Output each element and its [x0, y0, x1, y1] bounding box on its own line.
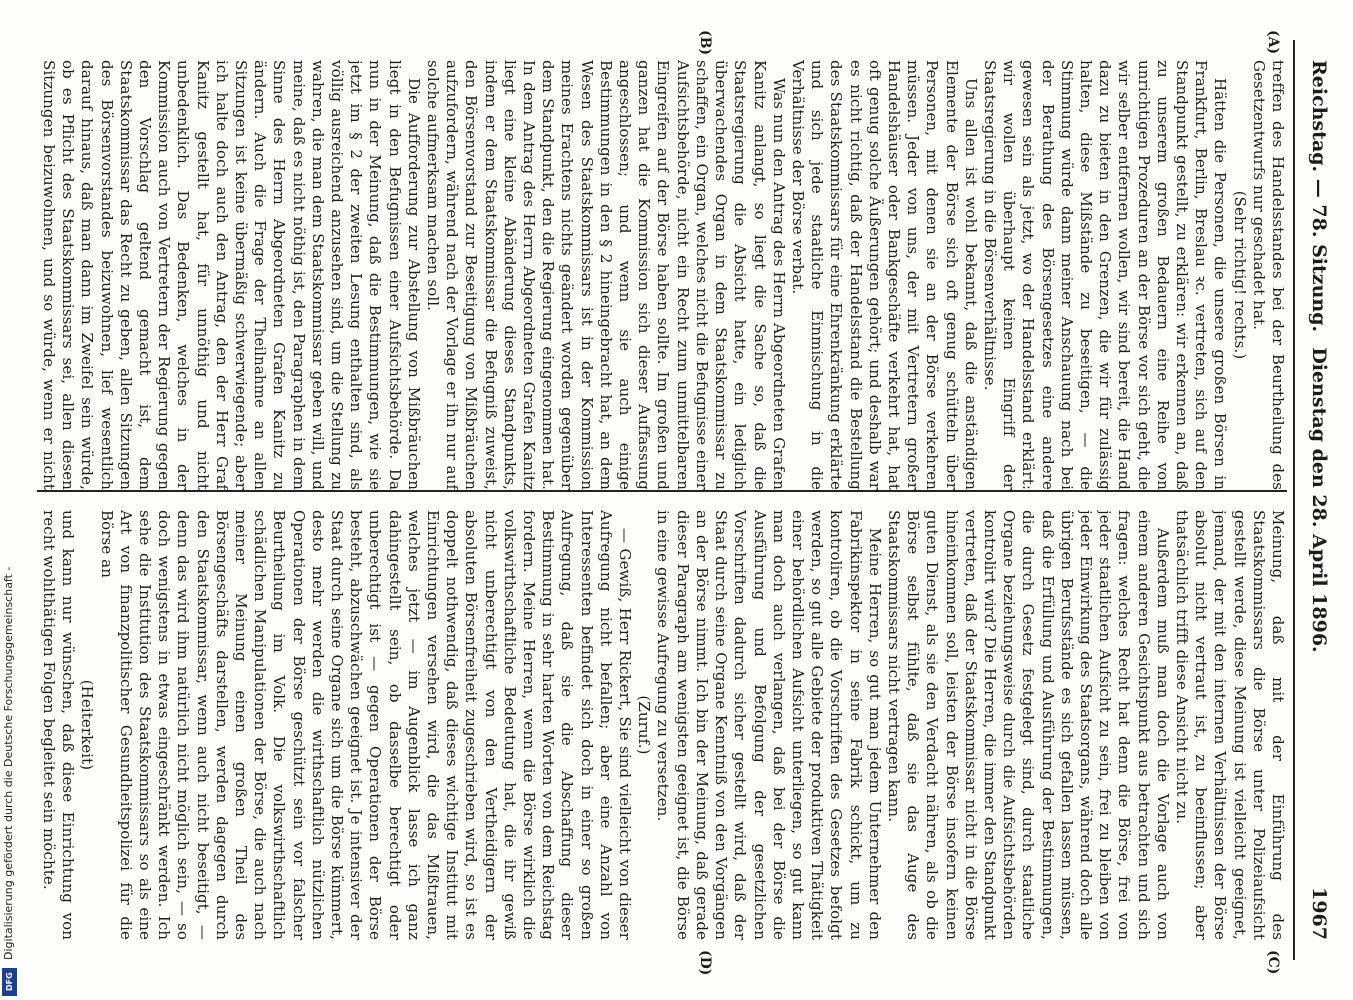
- page-header: [1298, 60, 1338, 940]
- header-date: Dienstag den 28. April 1896.: [1308, 347, 1330, 653]
- paragraph: treffen des Handelsstandes bei der Beurtheilung des Gesetzentwurfs nur geschadet hat.: [1249, 60, 1287, 490]
- rotated-newspaper-page: [20, 0, 1353, 1000]
- interjection: (Zuruf.): [635, 695, 654, 755]
- paragraph: Hätten die Personen, die unsere großen Börsen in Frankfurt, Berlin, Breslau ꝛc. vertreten, sich auf den Standpunkt gestellt, zu erklären: wir erkennen an, daß zu unserem großen Bedauern eine Reihe von unrichtigen Prozeduren an der Börse vor sich geht, die wir selber entfernen wollen, wir sind bereit, die Hand dazu zu bieten in den Grenzen, die wir für zulässig halten, diese Mißstände zu beseitigen, — die Stimmung würde dann meiner Anschauung nach bei der Berathung des Börsengesetzes eine andere gewesen sein als jetzt, wo der Handelsstand erklärt: wir wollen überhaupt keinen Eingriff der Staatsregierung in die Börsenverhältnisse.: [980, 60, 1230, 490]
- header-session: Reichstag. — 78. Sitzung.: [1308, 60, 1330, 333]
- interjection: (Heiterkeit): [78, 679, 97, 771]
- paragraph: Was nun den Antrag des Herrn Abgeordneten Grafen Kanitz anlangt, so liegt die Sache so, daß die Staatsregierung die Absicht hatte, ein lediglich überwachendes Organ in dem Staatskommissar zu schaffen, ein Organ, welches nicht die Befugnisse einer Aufsichtsbehörde, nicht ein Recht zum unmittelbaren Eingreifen auf der Börse haben sollte. Im großen und ganzen hat die Kommission sich dieser Auffassung angeschlossen; und wenn sie auch einige Bestimmungen in den § 2 hineingebracht hat, an dem Wesen des Staatskommissars ist in der Kommission meines Erachtens nichts geändert worden gegenüber dem Standpunkt, den die Regierung eingenommen hat. In dem Antrag des Herrn Abgeordneten Grafen Kanitz liegt eine kleine Abänderung dieses Standpunkts, indem er dem Staatskommissar die Befugniß zuweist, den Börsenvorstand zur Beseitigung von Mißbräuchen aufzufordern, während nach der Vorlage er ihn nur auf solche aufmerksam machen soll.: [424, 60, 788, 490]
- page-number: 1967: [1308, 887, 1330, 940]
- funding-notice: Digitalisierung gefördert durch die Deutsche Forschungsgemeinschaft -: [2, 566, 15, 960]
- paragraph: Meine Herren, so gut man jedem Unternehmer den Fabrikinspektor in seine Fabrik schickt, um zu kontroliren, ob die Vorschriften des Gesetzes befolgt werden, so gut alle Gebiete der produktiven Thätigkeit einer behördlichen Aufsicht unterliegen, so gut kann man doch auch verlangen, daß bei der Börse die Ausführung und Befolgung der gesetzlichen Vorschriften dadurch sicher gestellt wird, daß der Staat durch seine Organe Kenntniß von den Vorgängen an der Börse nimmt. Ich bin der Meinung, daß gerade dieser Paragraph am wenigsten geeignet ist, die Börse in eine gewisse Aufregung zu versetzen.: [654, 510, 884, 940]
- paragraph: Die Aufforderung zur Abstellung von Mißbräuchen liegt in den Befugnissen einer Aufsichtsbehörde. Da nun in der Meinung, daß die Bestimmungen, wie sie jetzt im § 2 der zweiten Lesung enthalten sind, als völlig ausreichend anzusehen sind, um die Stellung zu wahren, die man dem Staatskommissar geben will, und meine, daß es nicht nöthig ist, den Paragraphen in dem Sinne des Herrn Abgeordneten Grafen Kanitz zu ändern. Auch die Frage der Theilnahme an allen Sitzungen ist keine übermäßig schwerwiegende; aber ich halte doch auch den Antrag, den der Herr Graf Kanitz gestellt hat, für unnöthig und nicht unbedenklich. Das Bedenken, welches in der Kommission auch von Vertretern der Regierung gegen den Vorschlag geltend gemacht ist, dem Staatskommissar das Recht zu geben, allen Sitzungen des Börsenvorstandes beizuwohnen, lief wesentlich darauf hinaus, daß man dann im Zweifel sein würde, ob es Pflicht des Staatskommissars sei, allen diesen Sitzungen beizuwohnen, und so würde, wenn er nicht: [40, 60, 423, 490]
- margin-mark-c: (C): [1265, 950, 1281, 975]
- paragraph: [37, 510, 39, 940]
- margin-mark-a: (A): [1265, 30, 1281, 55]
- paragraph: und kann nur wünschen, daß diese Einrichtung von recht wohlthätigen Folgen begleitet sein möchte.: [40, 510, 78, 940]
- paragraph: Meinung, daß mit der Einführung des Staatskommissars die Börse unter Polizeiaufsicht gestellt werde, diese Meinung ist vielleicht geeignet, jemand, der mit den internen Verhältnissen der Börse absolut nicht vertraut ist, zu beeinflussen; aber thatsächlich trifft diese Ansicht nicht zu.: [1172, 510, 1287, 940]
- margin-mark-d: (D): [697, 950, 713, 976]
- column-divider: [37, 490, 1287, 492]
- dfg-logo: DFG: [2, 968, 17, 996]
- paragraph: Uns allen ist wohl bekannt, daß die anständigen Elemente der Börse sich oft genug schütteln über Personen, mit denen sie an der Börse verkehren müssen. Jeder von uns, der mit Vertretern großer Handelshäuser oder Bankgeschäfte verkehrt hat, hat oft genug solche Äußerungen gehört; und deshalb war es nicht richtig, daß der Handelsstand die Bestellung des Staatskommissars für eine Ehrenkränkung erklärte und sich jede staatliche Einmischung in die Verhältnisse der Börse verbat.: [788, 60, 980, 490]
- header-rule: [1293, 40, 1295, 960]
- paragraph: — Gewiß, Herr Rickert, Sie sind vielleicht von dieser Aufregung nicht befallen; aber eine Anzahl von Interessenten befindet sich doch in einer so großen Aufregung, daß sie die Abschaffung dieser Bestimmung in sehr harten Worten von dem Reichstag fordern. Meine Herren, wenn die Börse wirklich die volkswirthschaftliche Bedeutung hat, die ihr gewiß nicht unberechtigt von den Vertheidigern der absoluten Börsenfreiheit zugeschrieben wird, so ist es doppelt nothwendig, daß dieses wichtige Institut mit Einrichtungen versehen wird, die das Mißtrauen, welches jetzt — im Augenblick lasse ich ganz dahingestellt sein, ob dasselbe berechtigt oder unberechtigt ist — gegen Operationen der Börse besteht, abzuschwächen geeignet ist. Je intensiver der Staat durch seine Organe sich um die Börse kümmert, desto mehr werden die wirthschaftlich nützlichen Operationen der Börse geschützt sein vor falscher Beurtheilung im Volk. Die volkswirthschaftlich schädlichen Manipulationen der Börse, die auch nach meiner Meinung einen großen Theil des Börsengeschäfts darstellen, werden dagegen durch den Staatskommissar, wenn auch nicht beseitigt, — denn das wird ihm natürlich nicht möglich sein, — so doch wenigstens in etwas eingeschränkt werden. Ich sehe die Institution des Staatskommissars so als eine Art von finanzpolitischer Gesundheitspolizei für die Börse an: [97, 510, 635, 940]
- interjection: (Sehr richtig! rechts.): [1230, 190, 1249, 360]
- paragraph: Außerdem muß man doch die Vorlage auch von einem anderen Gesichtspunkt aus betrachten und sich fragen: welches Recht hat denn die Börse, frei von jeder staatlichen Aufsicht zu sein, frei zu bleiben von jeder Einwirkung des Staatsorgans, während doch alle übrigen Berufsstände es sich gefallen lassen müssen, daß die Erfüllung und Ausführung der Bestimmungen, die durch Gesetz festgelegt sind, durch staatliche Organe beziehungsweise durch die Aufsichtsbehörden kontrolirt wird? Die Herren, die immer den Standpunkt vertreten, daß der Staatskommissar nicht in die Börse hineinkommen soll, leisten der Börse insofern keinen guten Dienst, als sie den Verdacht nähren, als ob die Börse selbst fühlte, daß sie das Auge des Staatskommissars nicht vertragen kann.: [884, 510, 1172, 940]
- right-column: [37, 510, 1287, 940]
- left-column: [37, 60, 1287, 490]
- margin-mark-b: (B): [697, 30, 713, 56]
- digitization-footer: [0, 0, 20, 1000]
